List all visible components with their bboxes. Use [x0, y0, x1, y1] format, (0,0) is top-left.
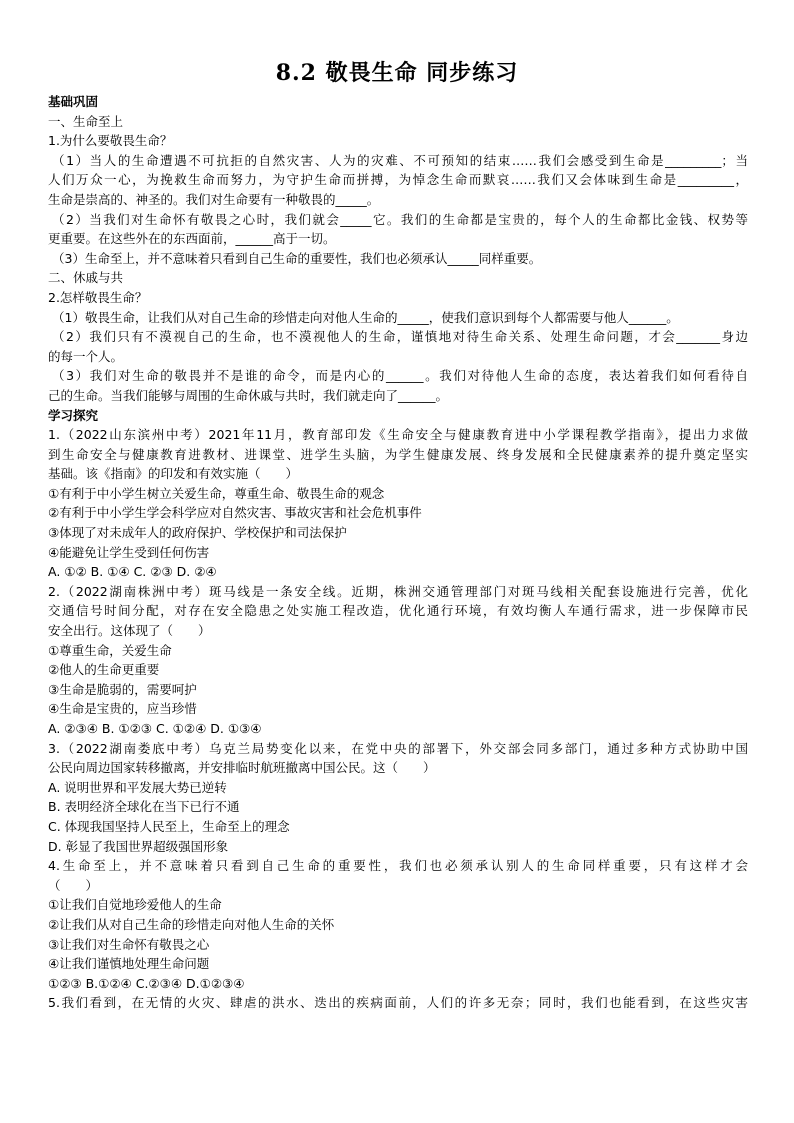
- question-1-paragraph-2-line-2: 更重要。在这些外在的东西面前，______高于一切。: [48, 231, 336, 247]
- exercise-2-line-1: 2.（2022湖南株洲中考）斑马线是一条安全线。近期，株洲交通管理部门对斑马线相关配套设施进行完善，优化: [48, 583, 748, 599]
- exercise-2-option-4: ④生命是宝贵的，应当珍惜: [48, 701, 197, 717]
- question-1-paragraph-1-line-3: 生命是崇高的、神圣的。我们对生命要有一种敬畏的_____。: [48, 191, 380, 207]
- part-title-share-weal-woe: 二、休戚与共: [48, 270, 124, 286]
- exercise-4-choices: ①②③ B.①②④ C.②③④ D.①②③④: [48, 975, 245, 991]
- exercise-1-line-3: 基础。该《指南》的印发和有效实施（ ）: [48, 466, 299, 482]
- question-2-paragraph-2-line-2: 的每一个人。: [48, 348, 124, 364]
- question-2-paragraph-2-line-1: （2）我们只有不漠视自己的生命，也不漠视他人的生命，谨慎地对待生命关系、处理生命问题，才会_______身边: [52, 329, 748, 345]
- exercise-1-line-2: 到生命安全与健康教育进教材、进课堂、进学生头脑，为学生健康发展、终身发展和全民健康素养的提升奠定坚实: [48, 446, 748, 462]
- question-1-paragraph-3: （3）生命至上，并不意味着只看到自己生命的重要性，我们也必须承认_____同样重要。: [52, 250, 542, 266]
- exercise-5-line-1: 5.我们看到，在无情的火灾、肆虐的洪水、迭出的疾病面前，人们的许多无奈；同时，我们也能看到，在这些灾害: [48, 995, 748, 1011]
- exercise-4-line-2: （ ）: [48, 877, 99, 893]
- exercise-3-option-a: A. 说明世界和平发展大势已逆转: [48, 779, 227, 795]
- exercise-1-option-2: ②有利于中小学生学会科学应对自然灾害、事故灾害和社会危机事件: [48, 505, 422, 521]
- question-2-paragraph-3-line-2: 己的生命。当我们能够与周围的生命休戚与共时，我们就走向了______。: [48, 387, 449, 403]
- question-2-paragraph-1: （1）敬畏生命，让我们从对自己生命的珍惜走向对他人生命的_____，使我们意识到每个人都需要与他人______。: [52, 309, 679, 325]
- exercise-3-line-2: 公民向周边国家转移撤离，并安排临时航班撤离中国公民。这（ ）: [48, 760, 436, 776]
- section-heading-basics: 基础巩固: [48, 94, 99, 109]
- page-title: 8.2 敬畏生命 同步练习: [275, 60, 519, 86]
- question-1-paragraph-1-line-1: （1）当人的生命遭遇不可抗拒的自然灾害、人为的灾难、不可预知的结束……我们会感受到生命是_________；当: [52, 152, 748, 168]
- exercise-3-option-c: C. 体现我国坚持人民至上，生命至上的理念: [48, 818, 290, 834]
- exercise-2-option-2: ②他人的生命更重要: [48, 662, 160, 678]
- exercise-1-option-3: ③体现了对未成年人的政府保护、学校保护和司法保护: [48, 525, 347, 541]
- exercise-3-option-b: B. 表明经济全球化在当下已行不通: [48, 799, 240, 815]
- exercise-1-option-1: ①有利于中小学生树立关爱生命，尊重生命、敬畏生命的观念: [48, 485, 385, 501]
- exercise-2-option-1: ①尊重生命，关爱生命: [48, 642, 172, 658]
- exercise-3-line-1: 3.（2022湖南娄底中考）乌克兰局势变化以来，在党中央的部署下，外交部会同多部门，通过多种方式协助中国: [48, 740, 748, 756]
- exercise-2-line-3: 安全出行。这体现了（ ）: [48, 623, 211, 639]
- question-2-title: 2.怎样敬畏生命？: [48, 289, 148, 305]
- question-1-paragraph-1-line-2: 人们万众一心，为挽救生命而努力，为守护生命而拼搏，为悼念生命而默哀……我们又会体味到生命是_________，: [48, 172, 748, 188]
- worksheet-content: [48, 92, 748, 1013]
- question-1-paragraph-2-line-1: （2）当我们对生命怀有敬畏之心时，我们就会_____它。我们的生命都是宝贵的，每个人的生命都比金钱、权势等: [52, 211, 748, 227]
- exercise-4-line-1: 4.生命至上，并不意味着只看到自己生命的重要性，我们也必须承认别人的生命同样重要，只有这样才会: [48, 858, 748, 874]
- exercise-1-choices: A. ①② B. ①④ C. ②③ D. ②④: [48, 564, 217, 580]
- exercise-4-option-1: ①让我们自觉地珍爱他人的生命: [48, 897, 222, 913]
- question-2-paragraph-3-line-1: （3）我们对生命的敬畏并不是谁的命令，而是内心的______。我们对待他人生命的态度，表达着我们如何看待自: [52, 368, 748, 384]
- exercise-2-choices: A. ②③④ B. ①②③ C. ①②④ D. ①③④: [48, 721, 262, 736]
- exercise-4-option-2: ②让我们从对自己生命的珍惜走向对他人生命的关怀: [48, 916, 335, 932]
- exercise-2-line-2: 交通信号时间分配，对存在安全隐患之处实施工程改造，优化通行环境，有效均衡人车通行需求，进一步保障市民: [48, 603, 748, 619]
- exercise-2-option-3: ③生命是脆弱的，需要呵护: [48, 681, 197, 697]
- question-1-title: 1.为什么要敬畏生命？: [48, 133, 173, 149]
- exercise-4-option-3: ③让我们对生命怀有敬畏之心: [48, 936, 210, 952]
- exercise-4-option-4: ④让我们谨慎地处理生命问题: [48, 956, 210, 972]
- part-title-life-supreme: 一、生命至上: [48, 113, 124, 129]
- exercise-3-option-d: D. 彰显了我国世界超级强国形象: [48, 838, 229, 854]
- exercise-1-line-1: 1.（2022山东滨州中考）2021年11月，教育部印发《生命安全与健康教育进中小学课程教学指南》，提出力求做: [48, 427, 748, 443]
- exercise-1-option-4: ④能避免让学生受到任何伤害: [48, 544, 210, 560]
- section-heading-exploration: 学习探究: [48, 407, 99, 423]
